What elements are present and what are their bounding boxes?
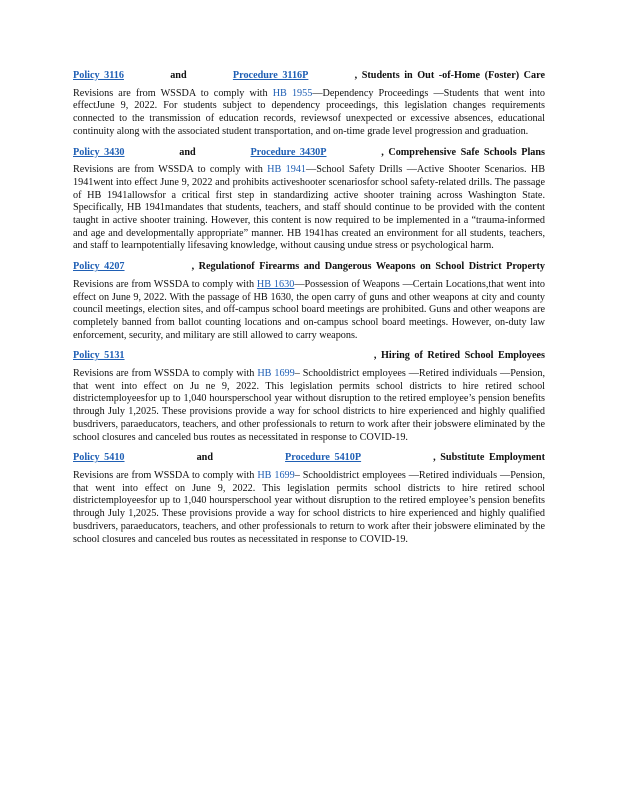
- policy-section: [73, 147, 545, 254]
- section-body: [73, 279, 545, 343]
- heading-text: , Comprehensive Safe Schools Plans: [381, 146, 545, 158]
- bill-link[interactable]: HB 1699: [257, 469, 295, 481]
- body-text: Revisions are from WSSDA to comply with: [73, 87, 273, 99]
- body-text: Revisions are from WSSDA to comply with: [73, 164, 268, 176]
- body-text: —Dependency Proceedings —Students that went into effectJune 9, 2022. For students subject to dependency proceedings, this legislation changes requirements connected to the transmission of education records, reviewsof unexpected or excessive absences, educational continuity along with the associated student transportation, and on-time grade level progression and graduation.: [73, 87, 545, 137]
- heading-text: , Hiring of Retired School Employees: [373, 350, 545, 362]
- policy-link[interactable]: Procedure 3116P: [232, 70, 309, 81]
- section-heading: [73, 350, 545, 363]
- section-heading: [73, 452, 545, 465]
- section-heading: [73, 147, 545, 160]
- section-body: [73, 88, 545, 139]
- heading-text: , Regulationof Firearms and Dangerous Weapons on School District Property: [191, 261, 545, 273]
- policy-link[interactable]: Procedure 5410P: [285, 452, 362, 464]
- heading-text: and: [179, 146, 196, 158]
- section-body: [73, 368, 545, 444]
- document-page: [73, 70, 545, 554]
- bill-link[interactable]: HB 1699: [257, 368, 295, 380]
- policy-link[interactable]: Policy 3116: [73, 70, 124, 81]
- section-heading: [73, 261, 545, 274]
- body-text: Revisions are from WSSDA to comply with: [73, 469, 258, 481]
- body-text: Revisions are from WSSDA to comply with: [73, 368, 258, 380]
- heading-text: and: [170, 70, 187, 81]
- body-text: – Schooldistrict employees —Retired individuals —Pension, that went into effect on June 9, 2022. This legislation permits school districts to hire retired school districtemployeesfor up to 1,040 hoursperschool year without disruption to the retired employee’s pension benefits through July 1,2025. These provisions provide a way for school districts to hire experienced and highly qualified busdrivers, paraeducators, teachers, and other professionals to return to work after their jobswere eliminated by the school closures and canceled bus routes as necessitated in response to COVID-19.: [73, 469, 545, 545]
- heading-text: , Students in Out -of-Home (Foster) Care: [354, 70, 545, 81]
- body-text: Revisions are from WSSDA to comply with: [73, 278, 257, 290]
- body-text: – Schooldistrict employees —Retired individuals —Pension, that went into effect on Ju ne 9, 2022. This legislation permits school districts to hire retired school districtemployeesfor up to 1,040 hoursperschool year without disruption to the retired employee’s pension benefits through July 1,2025. These provisions provide a way for school districts to hire experienced and highly qualified busdrivers, paraeducators, teachers, and other professionals to return to work after their jobswere eliminated by the school closures and canceled bus routes as necessitated in response to COVID-19.: [73, 368, 545, 443]
- body-text: —Possession of Weapons —Certain Locations,that went into effect on June 9, 2022. With the passage of HB 1630, the open carry of guns and other weapons at city and county council meetings, election sites, and off-campus school board meetings are prohibited. Guns and other weapons are completely banned from ballot counting locations and on-campus school board meetings. However, on-duty law enforcement, security, and military are still allowed to carry weapons.: [73, 278, 545, 341]
- heading-text: and: [196, 452, 213, 464]
- body-text: —School Safety Drills —Active Shooter Scenarios. HB 1941went into effect June 9, 2022 and prohibits activeshooter scenariosfor school safety-related drills. The passage of HB 1941allowsfor a critical first step in standardizing active shooter training across Washington State. Specifically, HB 1941mandates that students, teachers, and staff should continue to be provided with the content taught in active shooter training. However, this content is now required to be implemented in a “trauma-informed and age and developmentally appropriate” manner. HB 1941has created an environment for all students, teachers, and staff to learnpotentially lifesaving knowledge, without causing undue stress or psychological harm.: [73, 164, 546, 252]
- section-heading: [73, 70, 545, 83]
- bill-link[interactable]: HB 1941: [267, 164, 307, 176]
- policy-link[interactable]: Procedure 3430P: [250, 146, 327, 158]
- policy-section: [73, 261, 545, 342]
- policy-section: [73, 452, 545, 546]
- policy-section: [73, 350, 545, 444]
- policy-link[interactable]: Policy 5131: [73, 350, 125, 362]
- policy-section: [73, 70, 545, 139]
- policy-link[interactable]: Policy 3430: [73, 146, 125, 158]
- bill-link[interactable]: HB 1955: [272, 87, 313, 99]
- section-body: [73, 470, 545, 546]
- section-body: [73, 164, 545, 253]
- heading-text: , Substitute Employment: [433, 452, 545, 464]
- policy-link[interactable]: Policy 4207: [73, 261, 125, 273]
- bill-link[interactable]: HB 1630: [256, 278, 295, 290]
- policy-link[interactable]: Policy 5410: [73, 452, 125, 464]
